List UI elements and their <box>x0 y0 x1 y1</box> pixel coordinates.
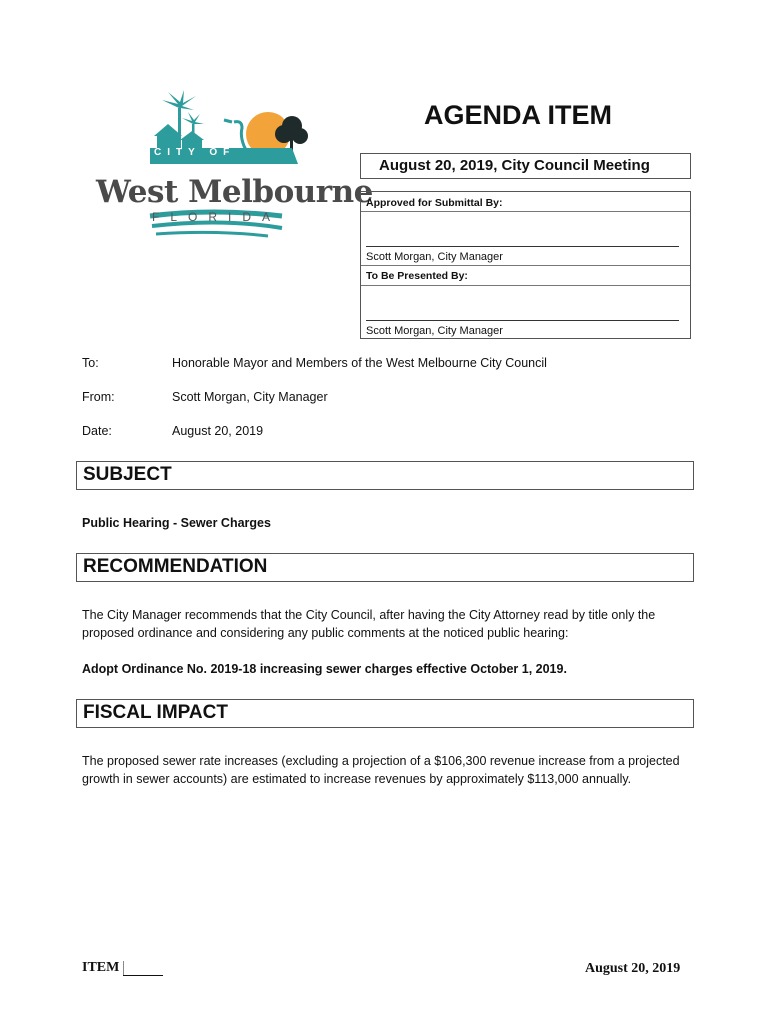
divider <box>361 285 690 286</box>
footer-item-label: ITEM <box>82 960 120 975</box>
item-number-blank[interactable] <box>123 961 163 976</box>
to-label: To: <box>82 356 99 370</box>
presented-label: To Be Presented By: <box>366 270 468 282</box>
from-value: Scott Morgan, City Manager <box>172 390 328 404</box>
logo-city-of: CITY OF <box>154 147 236 158</box>
to-value: Honorable Mayor and Members of the West Melbourne City Council <box>172 356 547 370</box>
approved-signature-line[interactable] <box>366 246 679 247</box>
subject-heading: SUBJECT <box>76 461 694 490</box>
recommendation-action: Adopt Ordinance No. 2019-18 increasing sewer charges effective October 1, 2019. <box>82 662 567 676</box>
page-title: AGENDA ITEM <box>424 100 612 130</box>
subject-text: Public Hearing - Sewer Charges <box>82 516 271 530</box>
meeting-box: August 20, 2019, City Council Meeting <box>360 153 691 179</box>
approved-label: Approved for Submittal By: <box>366 197 503 209</box>
divider <box>361 211 690 212</box>
logo-city-name: West Melbourne <box>96 174 373 210</box>
fiscal-impact-text: The proposed sewer rate increases (excluding a projection of a $106,300 revenue increase from a projected growth in sewer accounts) are estimated to increase revenues by approximately $113,000 annually. <box>82 754 680 786</box>
fiscal-impact-heading: FISCAL IMPACT <box>76 699 694 728</box>
logo-state: FLORIDA <box>152 210 282 224</box>
presented-name: Scott Morgan, City Manager <box>366 325 503 337</box>
from-label: From: <box>82 390 115 404</box>
approved-name: Scott Morgan, City Manager <box>366 251 503 263</box>
footer-item <box>82 960 163 976</box>
recommendation-heading: RECOMMENDATION <box>76 553 694 582</box>
date-value: August 20, 2019 <box>172 424 264 438</box>
recommendation-text: The City Manager recommends that the City Council, after having the City Attorney read by title only the proposed ordinance and considering any public comments at the noticed public hearing: <box>82 608 656 640</box>
divider <box>361 265 690 266</box>
city-logo <box>92 90 373 240</box>
approval-box <box>360 191 691 339</box>
footer-date: August 20, 2019 <box>585 961 681 976</box>
presented-signature-line[interactable] <box>366 320 679 321</box>
date-label: Date: <box>82 424 112 438</box>
